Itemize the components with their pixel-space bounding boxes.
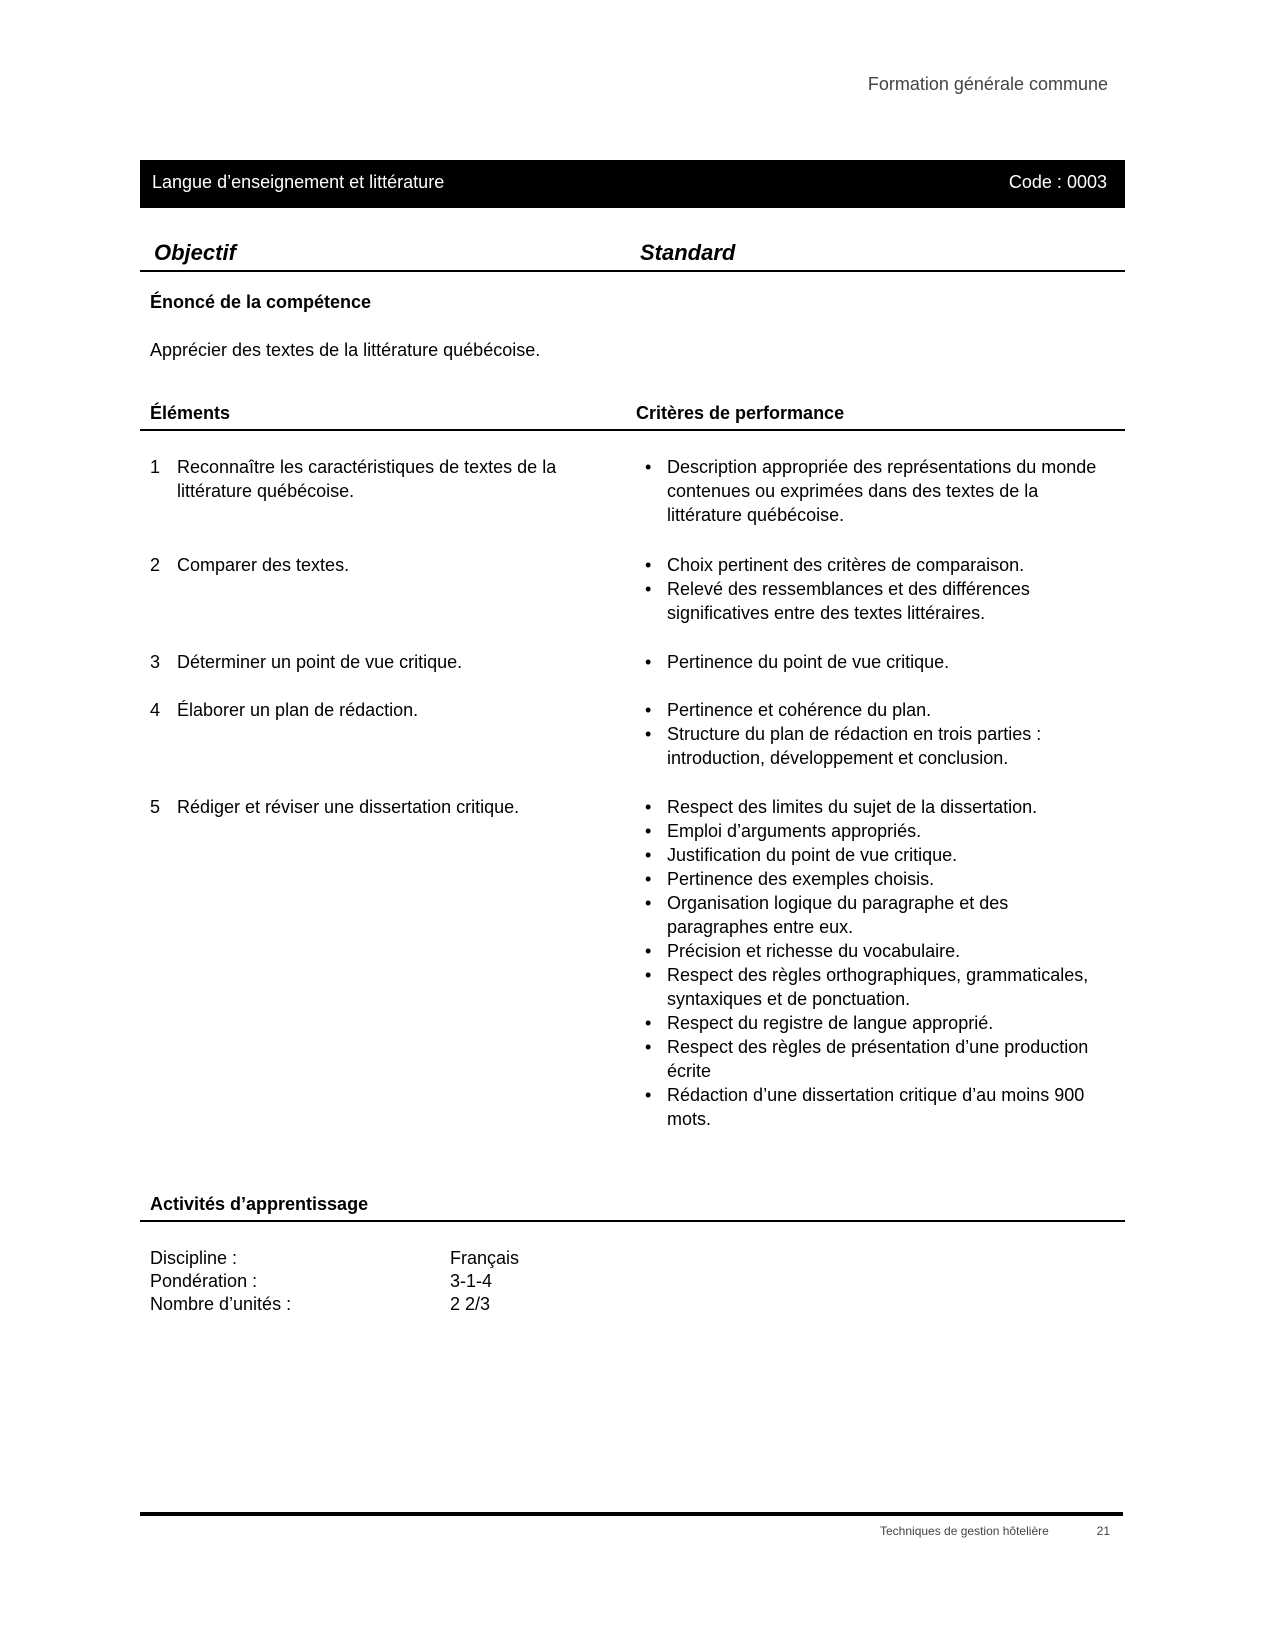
standard-heading: Standard: [640, 240, 736, 265]
criterion: • Respect des limites du sujet de la dissertation.: [645, 795, 1105, 819]
footer-program: Techniques de gestion hôtelière: [880, 1524, 1049, 1538]
element-number: 5: [150, 797, 161, 817]
criterion: • Rédaction d’une dissertation critique d’au moins 900 mots.: [645, 1083, 1105, 1131]
activities-title: Activités d’apprentissage: [150, 1194, 369, 1214]
criteria-list: [645, 795, 1105, 1131]
ponderation-table: [150, 1247, 519, 1316]
element-number: 1: [150, 457, 161, 477]
code-value: 0003: [1066, 172, 1107, 192]
elements-criteria-header: [140, 403, 1125, 431]
element-text: Déterminer un point de vue critique.: [177, 652, 463, 672]
element-text: Rédiger et réviser une dissertation critique.: [177, 797, 520, 817]
criterion: • Structure du plan de rédaction en trois parties : introduction, développement et conclusion.: [645, 722, 1105, 770]
units-value: 2 2/3: [450, 1294, 491, 1314]
criterion: • Respect des règles orthographiques, grammaticales, syntaxiques et de ponctuation.: [645, 963, 1105, 1011]
activities-header: [140, 1194, 1125, 1222]
table-row: [150, 1293, 519, 1316]
criterion: • Précision et richesse du vocabulaire.: [645, 939, 1105, 963]
discipline-label: Discipline :: [150, 1248, 238, 1268]
criteria-list: [645, 650, 1105, 674]
objective-heading: Objectif: [154, 240, 236, 265]
page-label: Formation générale commune: [867, 74, 1108, 94]
element-number: 3: [150, 652, 161, 672]
ponderation-label: Pondération :: [150, 1271, 258, 1291]
criterion: • Pertinence du point de vue critique.: [645, 650, 1105, 674]
criterion: • Organisation logique du paragraphe et des paragraphes entre eux.: [645, 891, 1105, 939]
element-number: 4: [150, 700, 161, 720]
competence-code: [1009, 172, 1107, 193]
table-row: [150, 1270, 519, 1293]
discipline-value: Français: [450, 1248, 520, 1268]
element-text: Élaborer un plan de rédaction.: [177, 700, 419, 720]
criteria-list: [645, 698, 1105, 770]
criterion: • Description appropriée des représentations du monde contenues ou exprimées dans des textes de la littérature québécoise.: [645, 455, 1105, 527]
element-text: Reconnaître les caractéristiques de textes de la littérature québécoise.: [177, 457, 557, 501]
criteria-list: [645, 553, 1105, 625]
criterion: • Pertinence des exemples choisis.: [645, 867, 1105, 891]
criterion: • Pertinence et cohérence du plan.: [645, 698, 1105, 722]
competence-header-bar: [140, 160, 1125, 208]
page-number: 21: [1096, 1524, 1110, 1538]
criterion: • Relevé des ressemblances et des différences significatives entre des textes littéraires.: [645, 577, 1105, 625]
criterion: • Emploi d’arguments appropriés.: [645, 819, 1105, 843]
objective-standard-header: [140, 240, 1125, 272]
criterion: • Respect du registre de langue approprié.: [645, 1011, 1105, 1035]
criteria-heading: Critères de performance: [636, 403, 845, 423]
element-text: Comparer des textes.: [177, 555, 350, 575]
element-number: 2: [150, 555, 161, 575]
criterion: • Choix pertinent des critères de comparaison.: [645, 553, 1105, 577]
criterion: • Respect des règles de présentation d’une production écrite: [645, 1035, 1105, 1083]
ponderation-value: 3-1-4: [450, 1271, 493, 1291]
criterion: • Justification du point de vue critique.: [645, 843, 1105, 867]
page-footer: [880, 1524, 1110, 1538]
units-label: Nombre d’unités :: [150, 1294, 292, 1314]
code-label: Code :: [1008, 172, 1062, 192]
competence-text: Apprécier des textes de la littérature québécoise.: [150, 340, 541, 360]
elements-heading: Éléments: [150, 403, 231, 423]
criteria-list: [645, 455, 1105, 527]
footer-divider: [140, 1512, 1123, 1516]
competence-title: Énoncé de la compétence: [150, 292, 372, 312]
table-row: [150, 1247, 519, 1270]
program-title: Langue d’enseignement et littérature: [152, 172, 445, 192]
